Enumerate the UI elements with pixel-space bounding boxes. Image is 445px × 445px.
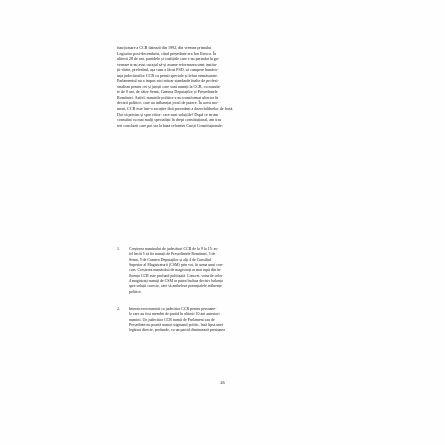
body-line: trei concluzii care pot sta la baza reformei Curții Constituționale: — [117, 122, 223, 128]
body-line: Parlamentul nu a impus nici măcar standarde înalte de profesi- — [117, 78, 219, 84]
list-item-line: Senat, 5 de Camera Deputaților și alți 4 de Consiliul — [129, 256, 212, 262]
list-item-text — [129, 246, 331, 294]
list-item-line: politice. — [129, 288, 142, 294]
body-line: onalism pentru cei și juriști care sunt numiți la CCR, cu manda- — [117, 83, 221, 89]
list-item-line: Superior al Magistraturii (CSM) prin vot, în urma unui con- — [129, 262, 224, 268]
list-item-line: spre soluții corecte, care să aniheleze potențialele influențe — [129, 283, 222, 289]
body-line: Dar să privim și spre viitor: care sunt soluțiile? După ce m-am — [117, 111, 219, 117]
list-item — [117, 306, 331, 333]
body-line: Legiuitor post-decembrist, când președinte era Ion Iliescu. În — [117, 50, 217, 56]
numbered-list — [117, 246, 331, 345]
page-number: 26 — [220, 380, 225, 385]
list-item-number: 2. — [117, 306, 120, 312]
list-item-line: numirii. Un judecător CCR numit de Parlament sau de — [129, 316, 215, 322]
list-item-line: legături directe, profunde, cu un partid diminuează presiunea — [129, 327, 225, 333]
body-line: vernare n-au avut curajul să-și asume reformarea unei institu- — [117, 61, 218, 67]
body-line: ultimii 28 de ani, partidele și coalițiile care s-au perindat la gu- — [117, 56, 220, 62]
list-item-line: 4 magistrați numiți de CSM ar putea înclina decisiv balanța — [129, 278, 223, 284]
list-item-line: le care au fost membri de partid în ultimii 10 ani anteriori — [129, 311, 220, 317]
body-line: ment, CCR este într-o ascuțire fără precedent a dezechilibrelor de forță. — [117, 106, 234, 112]
body-text — [117, 45, 331, 128]
body-line: funcționare a CCR datează din 1992, din vremea primului — [117, 45, 212, 50]
list-item-text — [129, 306, 331, 333]
list-item-line: fel încât 5 să fie numiți de Președintele României, 5 de — [129, 251, 216, 257]
list-item-line: Interzicerea numirii ca judecător CCR pentru persoane- — [129, 306, 217, 312]
list-item — [117, 246, 331, 294]
list-item-line: Președinte nu poartă numai stigmatul politic, însă lipsa unei — [129, 322, 224, 328]
body-line: ința judecătorilor CCR cu pensii speciale și lefuri nemăsurate. — [117, 72, 218, 78]
body-line: te de 9 ani, de către Senat, Camera Deputaților și Președintele — [117, 89, 218, 95]
list-item-number: 1. — [117, 246, 120, 251]
list-item-line: fluența CCR este profund politizată. Concret, voturile celor — [129, 272, 223, 278]
list-item-line: curs. Creșterea numărului de magistrați ar mai rupă din in- — [129, 267, 222, 273]
body-line: ții-cheie, preferând, așa cum a făcut PSD, să cumpere bunăvo- — [117, 67, 219, 73]
body-line: decizii politice, care au influențat jocul de putere. În acest mo- — [117, 100, 219, 106]
body-line: consultat cu mai mulți specialiști în drept constituțional, am tras — [117, 117, 222, 123]
list-item-line: Creșterea numărului de judecători CCR de la 9 la 15: as- — [129, 246, 219, 251]
body-line: României. Astfel, numirile politice s-au transformat ulterior în — [117, 94, 219, 100]
